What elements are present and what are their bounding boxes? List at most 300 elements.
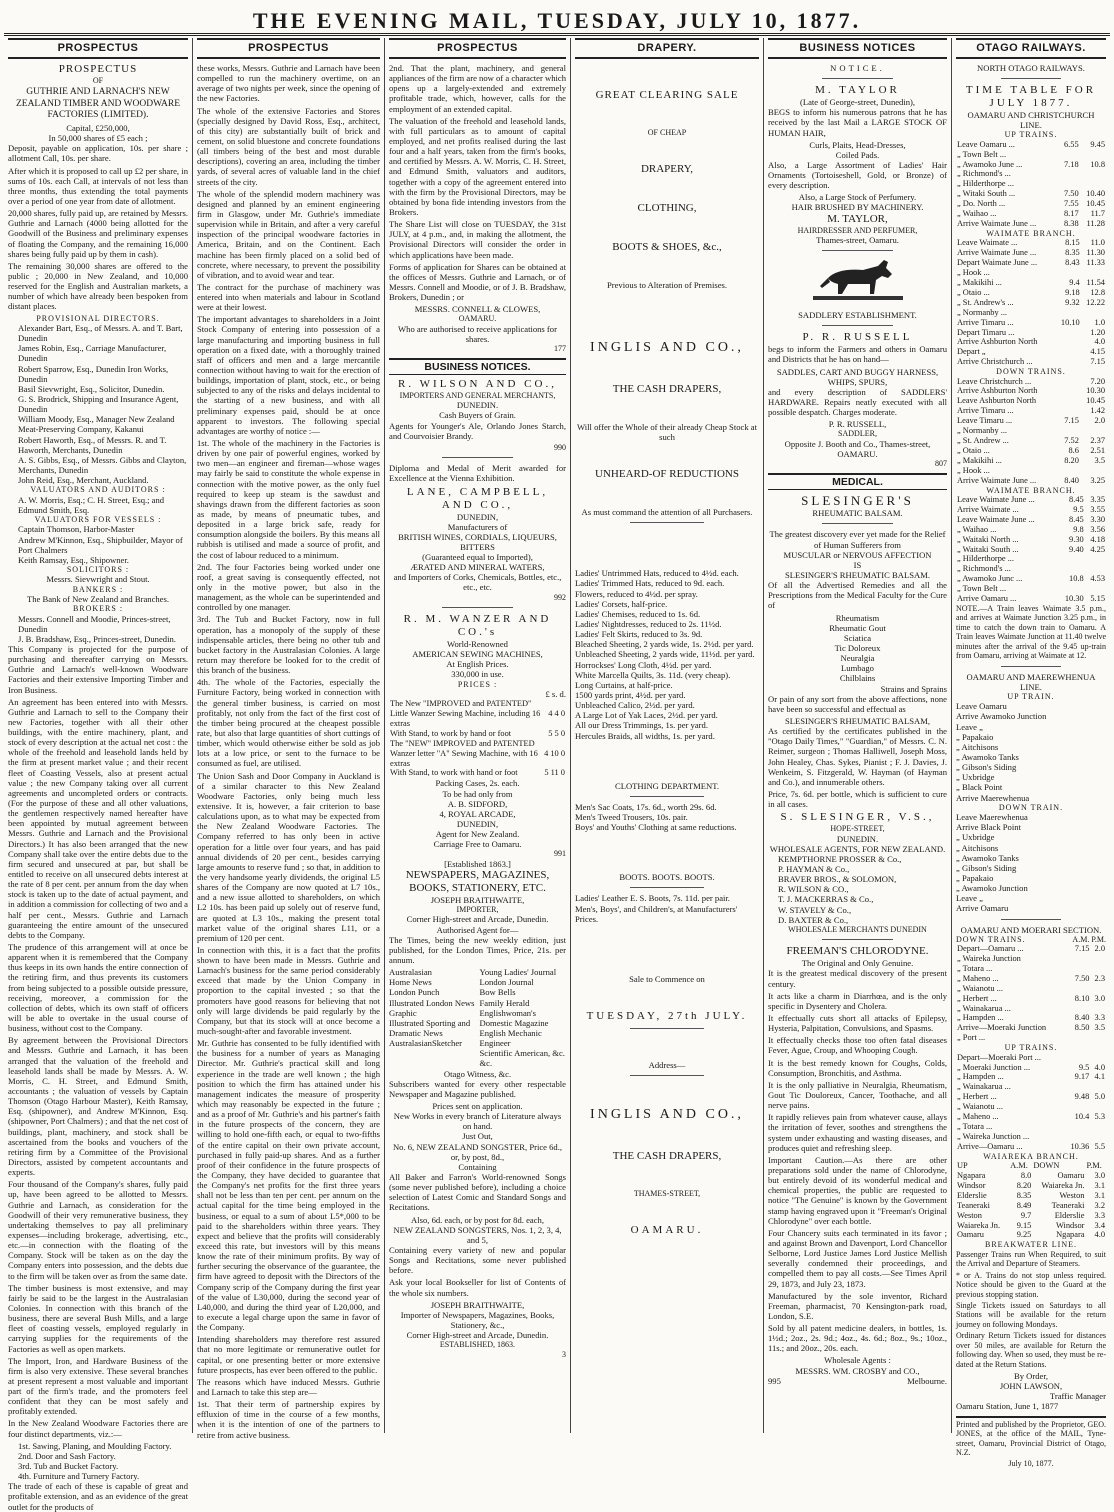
timetable-row <box>956 1004 1106 1014</box>
spacer <box>575 1034 759 1060</box>
columns <box>4 38 1110 1512</box>
ad-ref: 992 <box>554 592 566 602</box>
departure-time: 11.28 <box>1086 219 1105 229</box>
timetable-row <box>956 1181 1106 1191</box>
column-header: BUSINESS NOTICES <box>768 38 947 59</box>
column-railways <box>952 38 1110 1469</box>
sale-item: White Marcella Quilts, 3s. 11d. (very cheap). <box>575 669 731 680</box>
timetable-row <box>956 328 1106 338</box>
price-item: With Stand, to work with hand or foot <box>390 768 518 778</box>
timetable-row <box>956 337 1106 347</box>
north-otago: NORTH OTAGO RAILWAYS. <box>977 62 1085 73</box>
departure-time: 11.0 <box>1090 238 1105 248</box>
director: Robert Sparrow, Esq., Dunedin Iron Works, Dunedin <box>18 363 169 384</box>
slesinger-city: DUNEDIN. <box>836 833 879 844</box>
station-name: Arrive Waimate June ... <box>957 219 1037 229</box>
director: A. S. Gibbs, Esq., of Messrs. Gibbs and Clayton, Merchants, Dunedin <box>18 454 187 475</box>
station-name: Ngapara <box>957 1171 986 1181</box>
spacer <box>575 215 759 241</box>
also: Also, 6d. each, or by post for 8d. each, <box>411 1214 544 1225</box>
solicitors-heading: SOLICITORS : <box>66 564 130 574</box>
timetable-row <box>956 1063 1106 1073</box>
ailment: Rheumatism <box>835 612 880 623</box>
pm-label: P.M. <box>1091 934 1106 944</box>
departure-time: 12.22 <box>1086 297 1105 307</box>
wholesale-agents: Wholesale Agents : <box>824 1355 891 1366</box>
paragraph: Four thousand of the Company's shares, fully paid up, have been agreed to be allotted to Messrs. Guthrie and Larnach, as consideration for the Goodwill of their very remunerative business, they undertaking themselves to pay all preliminary expenses—including brokerage, advertising, etc., etc.—in connection with the floating of the Company. Stock will be taken as on the day the Company enters into possession, and the debts due to the firm will be taken over as from the same date. <box>8 1179 188 1281</box>
departure-time: 3.1 <box>1094 1180 1105 1190</box>
departure-time: 10.40 <box>1086 189 1105 199</box>
departure-time <box>1059 406 1080 416</box>
departure-time: 8.43 <box>1065 258 1080 268</box>
divider <box>630 1028 704 1029</box>
director: Alexander Bart, Esq., of Messrs. A. and T. Bart, Dunedin <box>18 322 183 344</box>
timetable-row <box>956 278 1106 288</box>
factory-item: 4th. Furniture and Turnery Factory. <box>18 1471 140 1482</box>
departure-time <box>1055 268 1080 278</box>
sidford: A. B. SIDFORD, <box>447 798 508 809</box>
station-name: „ Waihao ... <box>957 209 997 219</box>
paper-title: Illustrated Sporting and Dramatic News <box>389 1017 471 1039</box>
spacer <box>575 63 759 89</box>
hope-street: HOPE-STREET, <box>830 824 885 834</box>
departure-time: 7.18 <box>1063 159 1079 169</box>
station-name: „ Normanby ... <box>957 307 1008 317</box>
paragraph: 2nd. That the plant, machinery, and general appliances of the firm are now of a character which opens up a largely-extended and extremely profitable trade, which, however, calls for the employment of an extended capital. <box>389 62 566 114</box>
timetable-row <box>956 1122 1106 1132</box>
station-name: Windsor <box>957 1180 986 1190</box>
timetable-row <box>956 564 1106 574</box>
station-name: „ Hampden ... <box>957 1072 1004 1082</box>
station-name: „ Richmond's ... <box>957 564 1011 574</box>
timetable-row <box>956 1053 1106 1063</box>
russell-name-2: P. R. RUSSELL, <box>828 419 887 430</box>
station-name: „ Wainakarua ... <box>957 1082 1011 1092</box>
freeman-paragraph: It effectually cuts short all attacks of Epilepsy, Hysteria, Palpitation, Convulsions, and Spasms. <box>768 1012 947 1034</box>
branch-heading: WAIMATE BRANCH. <box>986 485 1076 495</box>
paper-title: &c. <box>479 1058 493 1069</box>
spacer <box>575 741 759 781</box>
slesinger-rb-2: SLESINGER'S RHEUMATIC BALSAM, <box>784 715 931 726</box>
spacer <box>575 1124 759 1150</box>
paragraph: The Share List will close on TUESDAY, the 31st JULY, at 4 p.m., and, in making the allotment, the Provisional Directors will consider the order in which applications have been made. <box>389 219 566 260</box>
cash-drapers: THE CASH DRAPERS, <box>612 382 722 395</box>
paragraph: The whole of the extensive Factories and Stores (specially designed by David Ross, Esq., architect, of this city) are substantially built of brick and cement, on solid bluestone and concrete foundations (all timbers being of the best and most durable descriptions), covering an area, including the timber yards, of several acres of valuable land in the chief streets of the city. <box>197 105 380 187</box>
lane-name: LANE, CAMPBELL, AND CO., <box>406 485 549 511</box>
departure-time: 1.42 <box>1090 406 1105 416</box>
departure-time: 9.25 <box>1016 1230 1032 1240</box>
departure-time: 9.7 <box>1020 1210 1032 1220</box>
spacer <box>575 357 759 383</box>
departure-time <box>1090 1122 1106 1132</box>
timetable <box>956 1161 1106 1240</box>
prices-sent: Prices sent on application. <box>432 1101 523 1111</box>
directors-heading: PROVISIONAL DIRECTORS. <box>36 313 160 323</box>
is: IS <box>853 559 862 570</box>
departure-time: 4.18 <box>1090 534 1105 544</box>
departure-time: 9.30 <box>1069 534 1084 544</box>
papers-list <box>389 967 566 1068</box>
departure-time: 8.45 <box>1069 514 1084 524</box>
departure-time: 8.20 <box>1064 455 1079 465</box>
station-name: „ Otaio ... <box>957 287 990 297</box>
branch-heading: WAIAREKA BRANCH. <box>983 1151 1079 1161</box>
capital: Capital, £250,000, <box>66 122 130 133</box>
station-name: „ Hook ... <box>957 268 990 278</box>
wholesale: WHOLESALE AGENTS, FOR NEW ZEALAND. <box>769 843 946 854</box>
departure-time <box>1080 466 1106 476</box>
timetable-row <box>956 377 1106 387</box>
songster-6: No. 6, NEW ZEALAND SONGSTER, Price 6d., or, by post, 8d., <box>392 1141 563 1162</box>
authorised-agent: Authorised Agent for— <box>436 924 519 935</box>
departure-time: 10.30 <box>1086 386 1105 396</box>
timetable-row <box>956 535 1106 545</box>
station-name: „ Waitaki North ... <box>957 534 1019 544</box>
timetable-row <box>956 1013 1106 1023</box>
station-name: „ St. Andrew ... <box>957 436 1009 446</box>
column-prospectus-1 <box>4 38 193 1512</box>
station-name: „ Hook ... <box>957 465 990 475</box>
hairdresser: HAIRDRESSER AND PERFUMER, <box>797 225 918 235</box>
new-works: New Works in every branch of Literature always on hand. <box>393 1111 562 1132</box>
papers-left <box>389 967 476 1068</box>
timetable-note: NOTE.—A Train leaves Waimate 3.5 p.m., and arrives at Waimate Junction 3.25 p.m., in time to catch the down train to Oamaru. A Train leaves Waimate Junction at 11.40 twelve minutes after the arrival of the 9.45 up-train from Oamaru, arriving at Waimate at 12. <box>956 603 1106 661</box>
paper-title: Bow Bells <box>479 987 516 998</box>
route-heading: OAMARU AND MAEREWHENUA LINE. <box>966 671 1096 692</box>
departure-time: 10.4 <box>1074 1112 1090 1122</box>
unheard: UNHEARD-OF REDUCTIONS <box>595 468 739 481</box>
departure-time: Ngapara <box>1056 1230 1085 1240</box>
departure-time <box>1059 377 1080 387</box>
am-label: A.M. <box>1072 934 1090 944</box>
column-business-notices <box>764 38 952 1433</box>
price-row <box>389 739 566 769</box>
corner-2: Corner High-street and Arcade, Dunedin. <box>406 1330 549 1341</box>
freeman-paragraph: It is the only palliative in Neuralgia, Rheumatism, Gout Tic Douloreux, Cancer, Toothache, and all nerve pains. <box>768 1079 947 1111</box>
departure-time: 8.17 <box>1063 209 1079 219</box>
lane-importers: and Importers of Corks, Chemicals, Bottles, etc., etc., etc. <box>393 572 562 593</box>
crosby: MESSRS. WM. CROSBY and CO., <box>795 1365 920 1376</box>
wanzer-machines: AMERICAN SEWING MACHINES, <box>412 649 543 660</box>
timetable <box>956 377 1106 486</box>
spacer <box>575 984 759 1010</box>
departure-time <box>1064 1082 1090 1092</box>
containing-2: Containing every variety of new and popular Songs and Recitations, some never published before. <box>389 1244 566 1276</box>
sale-item: Ladies' Felt Skirts, reduced to 3s. 9d. <box>575 629 703 640</box>
ad-ref: 991 <box>554 849 566 859</box>
departure-time <box>1070 954 1091 964</box>
sale-item: 1500 yards print, 4½d. per yard. <box>575 689 686 700</box>
station-name: „ Herbert ... <box>957 1092 997 1102</box>
departure-time <box>1085 584 1106 594</box>
timetable-row <box>956 944 1106 954</box>
divider <box>822 939 894 940</box>
route-heading: OAMARU AND MOERARI SECTION. <box>960 924 1102 935</box>
as-must: As must command the attention of all Purchasers. <box>581 507 753 518</box>
station-list <box>956 812 1106 913</box>
station-name: „ Awamoko June ... <box>957 159 1023 169</box>
paragraph: The valuation of the freehold and leasehold lands, with full particulars as to amount of capital employed, and net profits realised during the last four and a half years, taken from the firm's books, and certified by Messrs. A. W. Morris, C. H. Street, and Edmund Smith, valuators and auditors, together with a copy of the agreement entered into with the firm by the Provisional Directors, may be obtained by bona fide intending investors from the Brokers. <box>389 115 566 217</box>
station-name: „ Gibson's Siding <box>956 762 1017 773</box>
spacer <box>575 102 759 128</box>
deposit-paragraph: Deposit, payable on application, 10s. per share ; allotment Call, 10s. per share. <box>8 143 188 164</box>
sale-item: Unbleached Calico, 2½d. per yard. <box>575 700 695 711</box>
sale-item: Unbleached Sheeting, 2 yards wide, 11½d. per yard. <box>575 649 755 660</box>
sale-item: Hercules Braids, all widths, 1s. per yard. <box>575 730 715 741</box>
down-trains: DOWN TRAINS. <box>996 367 1066 377</box>
departure-time <box>1090 1132 1106 1142</box>
wilson-sub: IMPORTERS AND GENERAL MERCHANTS, <box>399 390 556 400</box>
departure-time <box>1080 169 1106 179</box>
departure-time: Teaneraki <box>1051 1200 1085 1210</box>
ad-ref: 3 <box>562 1349 566 1359</box>
paragraph: The important advantages to shareholders in a Joint Stock Company of entering into possession of a large manufacturing and importing business in full operation on a fixed date, with a thoroughly trained staff of officers and men and a large mercantile connection without having to wait for the erection of buildings, importation of plant, stock, etc., or being subjected to any of the risks and delays incidental to the starting of a new business, and with all preliminary expenses paid, should be at once apparent to investors. The following special advantages are worthy of notice :— <box>197 314 380 436</box>
previous-alteration: Previous to Alteration of Premises. <box>606 280 728 291</box>
timetable-row <box>956 209 1106 219</box>
station-name: Arrive Ashburton North <box>957 337 1038 347</box>
containing: Containing <box>458 1161 497 1172</box>
station-name: Arrive—Moeraki Junction <box>957 1023 1047 1033</box>
saddlery: SADDLERY ESTABLISHMENT. <box>798 310 917 321</box>
station-name: Depart—Oamaru ... <box>957 944 1024 954</box>
timetable-row <box>956 347 1106 357</box>
departure-time: 10.10 <box>1060 317 1080 327</box>
departure-time: 2.0 <box>1094 944 1105 954</box>
section-header: MEDICAL. <box>768 473 947 490</box>
departure-time: 3.5 <box>1094 455 1105 465</box>
agent: D. BAXTER & Co., <box>778 914 849 925</box>
departure-time: 8.38 <box>1063 219 1079 229</box>
vessel-valuator: Keith Ramsay, Esq., Shipowner. <box>18 554 129 565</box>
departure-time: 9.4 <box>1069 277 1080 287</box>
broker: Messrs. Connell and Moodie, Princes-street, Dunedin <box>18 613 171 634</box>
timetable-row <box>956 594 1106 604</box>
clowes-city: OAMARU. <box>458 314 497 324</box>
ailment: Tic Doloreux <box>834 642 881 653</box>
clothing-item: Boys' and Youths' Clothing at same reductions. <box>575 822 737 833</box>
departure-time <box>1085 564 1106 574</box>
departure-time: Weston <box>1059 1190 1085 1200</box>
timetable-row <box>956 426 1106 436</box>
station-name: „ Do. North ... <box>957 199 1006 209</box>
ailment: Strains and Sprains <box>880 683 947 694</box>
valuators-heading: VALUATORS AND AUDITORS : <box>30 485 166 495</box>
timetable-row <box>956 298 1106 308</box>
column-label: DOWN <box>1033 1161 1060 1171</box>
paragraph: The prudence of this arrangement will at once be apparent when it is remembered that the Company thus keeps in its own hands the entire connection of the retiring firm, and thus prevents its customers from being subjected to a possible outside pressure, receiving, moreover, a commission for the collection of debts, which its own staff of officers will be able to overtake in the usual course of business, without cost to the Company. <box>8 942 188 1034</box>
column-header: PROSPECTUS <box>389 38 566 59</box>
paper-title: Australasian <box>389 967 432 978</box>
departure-time: 5.15 <box>1090 594 1105 604</box>
station-name: „ Totara ... <box>957 1121 993 1131</box>
departure-time <box>1090 1102 1106 1112</box>
divider <box>1001 78 1061 79</box>
slesinger-name: SLESINGER'S <box>801 492 914 508</box>
departure-time: 8.20 <box>1016 1180 1032 1190</box>
timetable-row <box>956 446 1106 456</box>
paper-title: London Journal <box>479 977 534 988</box>
sale-item: Ladies' Untrimmed Hats, reduced to 4½d. each. <box>575 568 739 579</box>
sidford-agent: Agent for New Zealand. <box>435 829 520 840</box>
station-name: „ Town Belt ... <box>957 149 1007 159</box>
sale-item: Long Curtains, at half-price. <box>575 679 673 690</box>
station-name: „ Maheno ... <box>957 973 999 983</box>
spacer <box>575 137 759 163</box>
paragraph: Intending shareholders may therefore rest assured that no more legitimate or remunerative outlet for capital, or one presenting better or more extensive future prospects, has ever been offered to the public. <box>197 1334 380 1375</box>
importer-2: Importer of Newspapers, Magazines, Books, Stationery, &c., <box>400 1309 555 1330</box>
divider <box>822 325 894 326</box>
station-name: „ Uxbridge <box>956 772 995 783</box>
spacer <box>575 924 759 974</box>
sale-commence: Sale to Commence on <box>629 973 705 984</box>
freeman-name: FREEMAN'S CHLORODYNE. <box>786 945 929 958</box>
departure-time <box>1090 954 1106 964</box>
departure-time <box>1090 964 1106 974</box>
departure-time: 4.1 <box>1094 1072 1105 1082</box>
sale-item: Ladies' Trimmed Hats, reduced to 9d. each. <box>575 578 725 589</box>
timetable-row <box>956 219 1106 229</box>
factory-item: 2nd. Door and Sash Factory. <box>18 1450 116 1461</box>
wanzer-sold: 330,000 in use. <box>451 669 504 680</box>
station-list <box>956 701 1106 802</box>
station-name: Depart „ <box>957 347 986 357</box>
station-name: Depart Timaru ... <box>957 327 1015 337</box>
solicitors: Messrs. Sievwright and Stout. <box>46 574 150 585</box>
departure-time: Waiareka Jn. <box>1041 1180 1085 1190</box>
melbourne: Melbourne. <box>907 1375 947 1386</box>
column-header: PROSPECTUS <box>8 38 188 59</box>
station-name: „ Papakaio <box>956 872 994 883</box>
departure-time: 2.51 <box>1090 445 1105 455</box>
station-name: „ Makikihi ... <box>957 455 1002 465</box>
timetable-row <box>956 584 1106 594</box>
departure-time: 9.18 <box>1065 287 1080 297</box>
departure-time: 4.0 <box>1094 337 1105 347</box>
paragraph: The Union Sash and Door Company in Auckland is of a similar character to this New Zealand Woodware Factories, only being much less extensive. It is, however, a fair criterion to base calculations upon, as to what may be expected from the New Zealand Woodware Factories. The Company referred to has only been in active operation for a little over four years, and has paid annual dividends of 20 per cent., besides carrying large amounts to reserve fund ; so that, in addition to the very handsome yearly dividends, the original L5 shares of the Company are now quoted at L7 10s., and a new issue allotted to shareholders, on which L2 10s. has been paid up solely out of reserve fund, are quoted at L3 10s., making the present total market value of the original shares L11, or a premium of 120 per cent. <box>197 770 380 943</box>
departure-time <box>1059 466 1080 476</box>
boots-item: Ladies' Leather E. S. Boots, 7s. 11d. per pair. <box>575 893 730 904</box>
departure-time: 1.0 <box>1094 317 1105 327</box>
spacer <box>575 832 759 872</box>
paper-title: English Mechanic <box>479 1028 542 1039</box>
shares: In 50,000 shares of £5 each ; <box>48 133 148 144</box>
sale-item: Bleached Sheeting, 2 yards wide, 1s. 2½d. per yard. <box>575 639 754 650</box>
ailment: Lumbago <box>841 663 874 674</box>
station-name: „ Moeraki Junction ... <box>957 1062 1031 1072</box>
paper-title: Engineer <box>479 1038 511 1049</box>
station-name: „ Totara ... <box>957 963 993 973</box>
braithwaite: JOSEPH BRAITHWAITE, <box>430 894 525 905</box>
traffic-manager: Traffic Manager <box>1049 1391 1106 1402</box>
valuator: A. W. Morris, Esq.; C. H. Street, Esq.; and Edmund Smith, Esq. <box>18 494 165 515</box>
paragraph: 3rd. The Tub and Bucket Factory, now in full operation, has a monopoly of the supply of these indispensable articles, there being no other tub and bucket factory in the Australasian Colonies. A large return may therefore be looked for to the credit of this branch of the business. <box>197 614 380 676</box>
departure-time: 3.35 <box>1090 494 1105 504</box>
spacer <box>575 1198 759 1224</box>
station-name: Arrive Awamoko Junction <box>956 711 1047 722</box>
departure-time: 7.15 <box>1064 416 1079 426</box>
station-name: Elderslie <box>957 1190 987 1200</box>
departure-time <box>1055 308 1080 318</box>
departure-time: Elderslie <box>1054 1210 1085 1220</box>
station-name: Arrive Maerewhenua <box>956 792 1030 803</box>
taylor-also: Also, a Large Assortment of Ladies' Hair Ornaments (Tortoiseshell, Gold, or Bronze) of every description. <box>768 159 947 191</box>
breakwater: BREAKWATER LINE. <box>985 1240 1077 1250</box>
departure-time: 3.56 <box>1090 524 1105 534</box>
timetable-row <box>956 1112 1106 1122</box>
ask: Ask your local Bookseller for list of Contents of the whole six numbers. <box>389 1277 566 1298</box>
freeman-paragraph: It effectually checks those too often fatal diseases Fever, Ague, Croup, and Whooping Cough. <box>768 1035 947 1056</box>
station-name: „ Otaio ... <box>957 445 990 455</box>
departure-time <box>1064 1122 1090 1132</box>
departure-time: 8.0 <box>1020 1171 1032 1181</box>
timetable-row <box>956 1082 1106 1092</box>
timetable-row <box>956 1102 1106 1112</box>
paragraph: By agreement between the Provisional Directors and Messrs. Guthrie and Larnach, it has been arranged that the valuation of the freehold and leasehold lands shall be made by Messrs. A. W. Morris, C. H. Street, and Edmund Smith, accountants ; the valuation of vessels by Captain Thomson (Otago Harbour Master), Keith Ramsay, Esq. (shipowner), and Andrew M'Kinnon, Esq. (shipowner, Port Chalmers) ; and that the net cost of buildings, plant, machinery, and stock shall be ascertained from the books and vouchers of the retiring firm by a Committee of the Provisional Directors, assisted by competent accountants and experts. <box>8 1035 188 1178</box>
lawson: JOHN LAWSON, <box>999 1381 1063 1392</box>
factory-item: 3rd. Tub and Bucket Factory. <box>18 1461 119 1472</box>
timetable-row <box>956 179 1106 189</box>
departure-time: 8.35 <box>1065 248 1080 258</box>
departure-time: 5.5 <box>1094 1141 1105 1151</box>
timetable-row <box>956 140 1106 150</box>
paragraph: 4th. The whole of the Factories, especially the Furniture Factory, being worked in connection with the general timber business, is carried on most profitably, not only from the fact of the first cost of the timber being procured at the cheapest possible rate, but also that large quantities of short cuttings of timber, which would otherwise either be sold as job lots at a low price, or sent to the furnace to be consumed as fuel, are utilised. <box>197 677 380 769</box>
timetable-row <box>956 466 1106 476</box>
station-name: Arrive Oamaru <box>956 903 1009 914</box>
station-name: „ Waihao ... <box>957 524 997 534</box>
prospectus-of: OF <box>92 75 104 85</box>
departure-time: 9.15 <box>1016 1220 1032 1230</box>
agent: P. HAYMAN & Co., <box>778 864 850 875</box>
departure-time: 3.3 <box>1094 1210 1105 1220</box>
imprint <box>956 1416 1106 1469</box>
notice-heading: NOTICE. <box>830 62 885 73</box>
departure-time: 2.37 <box>1090 436 1105 446</box>
timetable-title: TIME TABLE FOR JULY 1877. <box>965 84 1097 110</box>
departure-time: 7.20 <box>1090 376 1105 386</box>
timetable-row <box>956 1142 1106 1152</box>
of-all: Of all the Advertised Remedies and all the Prescriptions from the Medical Faculty for the Cure of <box>768 580 947 611</box>
paragraph: The reasons which have induced Messrs. Guthrie and Larnach to take this step are— <box>197 1376 380 1397</box>
departure-time: 10.8 <box>1090 159 1105 169</box>
corner: Corner High-street and Arcade, Dunedin. <box>406 914 549 925</box>
timetable-row <box>956 318 1106 328</box>
departure-time: 3.55 <box>1090 504 1105 514</box>
lane-wines: BRITISH WINES, CORDIALS, LIQUEURS, BITTERS <box>398 531 557 552</box>
price-item: With Stand, to work by hand or foot <box>390 728 512 738</box>
timetable-row <box>956 964 1106 974</box>
spacer <box>575 1163 759 1189</box>
vessels-heading: VALUATORS FOR VESSELS : <box>34 514 162 524</box>
russell-begs: begs to inform the Farmers and others in Oamaru and Districts that he has on hand— <box>768 344 947 365</box>
up-train: UP TRAIN. <box>1007 691 1055 701</box>
wilson-name: R. WILSON AND CO., <box>398 377 557 390</box>
timetable-row <box>956 189 1106 199</box>
freeman-paragraph: It rapidly relieves pain from whatever cause, allays the irritation of fever, soothes and strengthens the system under exhausting and wasting diseases, and produces quiet and refreshing sleep. <box>768 1112 947 1153</box>
departure-time: 10.8 <box>1069 574 1084 584</box>
timetable-row <box>956 396 1106 406</box>
timetable-row <box>956 416 1106 426</box>
divider <box>442 457 513 458</box>
paragraph: The remaining 30,000 shares are offered to the public ; 20,000 in New Zealand, and 10,000 reserved for the English and Australian markets, a number of which have already been bespoken from distant places. <box>8 260 188 312</box>
director: William Moody, Esq., Manager New Zealand Meat-Preserving Company, Kakanui <box>18 414 175 435</box>
timetable-row <box>956 199 1106 209</box>
timetable-row <box>956 1191 1106 1201</box>
departure-time: 3.4 <box>1094 1220 1105 1230</box>
timetable-row <box>956 1171 1106 1181</box>
price-item: The New "IMPROVED and PATENTED" Little Wanzer Sewing Machine, including 16 extras <box>390 699 541 728</box>
departure-time <box>1090 1082 1106 1092</box>
station-name: „ Waianotu ... <box>957 1102 1003 1112</box>
